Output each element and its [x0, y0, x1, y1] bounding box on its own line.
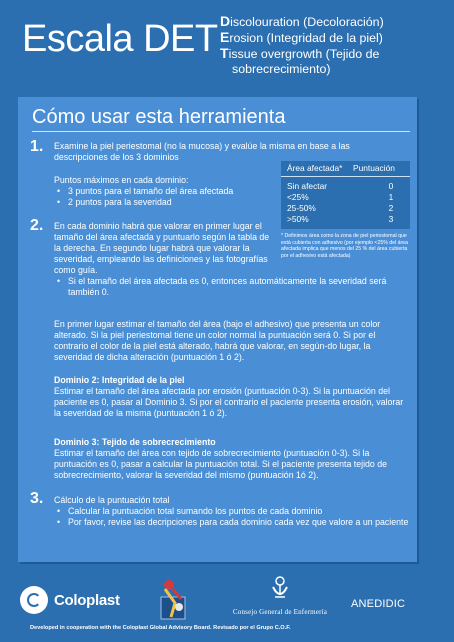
- table-footnote: * Definimos área como la zona de piel periestomal que está cubierta con adhesivo (por ejemplo <25% del área afectada implica que menos del 25 % del área cubierta por el adhesivo está afectada): [281, 233, 409, 259]
- acronym-text: iscolouration (Decoloración): [230, 15, 384, 29]
- points-list: [54, 186, 279, 208]
- page-title: Escala DET: [22, 18, 218, 60]
- table-header: [281, 161, 410, 177]
- list-item: • Por favor, revise las decripciones para cada dominio cada vez que valore a un paciente: [54, 517, 410, 528]
- anedidic-wordmark: ANEDIDIC: [351, 598, 406, 610]
- acronym-text: rosion (Integridad de la piel): [229, 31, 383, 45]
- acronym-letter: D: [220, 13, 231, 29]
- lamp-emblem-icon: [269, 575, 291, 601]
- list-item: • 3 puntos para el tamaño del área afectada: [54, 186, 279, 197]
- step-3-text: Cálculo de la puntuación total: [54, 495, 170, 505]
- table-cell-area: Sin afectar: [287, 181, 328, 191]
- list-item: • Calcular la puntuación total sumando los puntos de cada dominio: [54, 506, 410, 517]
- step-2-number: 2.: [30, 217, 44, 234]
- coloplast-logo: [20, 586, 120, 614]
- step-2-bullet: [54, 276, 404, 298]
- footer-credits: Developed in cooperation with the Coloplast Global Advisory Board. Revisado por el Grupo C.O.F.: [30, 625, 291, 631]
- table-header-area: Área afectada*: [287, 163, 343, 173]
- domain-1-text: En primer lugar estimar el tamaño del área (bajo el adhesivo) que presenta un color alterado. Si la piel periestomal tiene un color normal la puntuación será 0. Si por el contrario el color de la piel está alterado, habrá que valorar, en según-do lugar, la severidad de dicha alteración (puntuación 1 ó 2).: [54, 319, 381, 362]
- acronym-legend: [220, 14, 450, 77]
- acronym-letter: E: [220, 29, 230, 45]
- list-item: • 2 puntos para la severidad: [54, 197, 279, 208]
- cge-wordmark: Consejo General de Enfermería: [232, 608, 328, 616]
- acronym-text: issue overgrowth (Tejido de: [228, 47, 380, 61]
- table-cell-area: >50%: [287, 214, 309, 224]
- table-cell-score: 2: [388, 203, 394, 213]
- list-item: • Si el tamaño del área afectada es 0, entonces automáticamente la severidad será también 0.: [54, 276, 404, 298]
- coloplast-wordmark: Coloplast: [54, 591, 120, 609]
- association-emblem-icon: [155, 577, 191, 621]
- acronym-line-d: [220, 14, 450, 30]
- step-2-bullet-list: [54, 276, 404, 298]
- step-3-number: 3.: [30, 490, 44, 507]
- acronym-line-t: [220, 46, 450, 62]
- table-cell-score: 0: [388, 181, 394, 191]
- area-score-table: [281, 161, 410, 229]
- step-1-points: [54, 175, 279, 208]
- cge-logo: [216, 575, 344, 616]
- points-heading: Puntos máximos en cada dominio:: [54, 175, 189, 185]
- domain-2-title: Dominio 2: Integridad de la piel: [54, 375, 185, 385]
- domain-3-title: Dominio 3: Tejido de sobrecrecimiento: [54, 437, 216, 447]
- domain-2-section: [54, 375, 410, 419]
- table-cell-score: 1: [388, 192, 394, 202]
- panel-divider: [32, 131, 410, 132]
- domain-3-text: Estimar el tamaño del área con tejido de sobrecrecimiento (puntuación 0-3). Si la puntuación es 0, pasar a calcular la puntuación total. Si el paciente presenta tejido de sobrecrecimiento, valorar la severidad del mismo (puntuación 1ó 2).: [54, 448, 388, 480]
- domain-2-text: Estimar el tamaño del área afectada por erosión (puntuación 0-3). Si la puntuación del paciente es 0, pasar al Dominio 3. Si por el contrario el paciente presenta erosión, valorar la severidad de la misma (puntuación 1 ó 2).: [54, 386, 404, 418]
- step-1-text: Examine la piel periestomal (no la mucosa) y evalúe la misma en base a las descripciones de los 3 dominios: [54, 141, 350, 162]
- instructions-panel: [18, 97, 417, 562]
- table-cell-score: 3: [388, 214, 394, 224]
- acronym-letter: T: [220, 45, 229, 61]
- acronym-line-cont: sobrecrecimiento): [232, 62, 331, 76]
- step-1-number: 1.: [30, 138, 44, 155]
- acronym-line-e: [220, 30, 450, 46]
- table-cell-area: <25%: [287, 192, 309, 202]
- table-header-score: Puntuación: [353, 163, 395, 173]
- logo-bar: [0, 575, 454, 625]
- coloplast-mark-icon: [20, 586, 48, 614]
- domain-3-section: [54, 437, 410, 481]
- table-cell-area: 25-50%: [287, 203, 316, 213]
- step-2-text: En cada dominio habrá que valorar en primer lugar el tamaño del área afectada y puntuarlo según la tabla de la derecha. En segundo lugar habrá que valorar la severidad, empleando las definiciones y las fotografías como guía.: [54, 221, 270, 275]
- step-3-section: [54, 495, 410, 528]
- step-3-list: [54, 506, 410, 528]
- panel-title: Cómo usar esta herramienta: [32, 106, 286, 128]
